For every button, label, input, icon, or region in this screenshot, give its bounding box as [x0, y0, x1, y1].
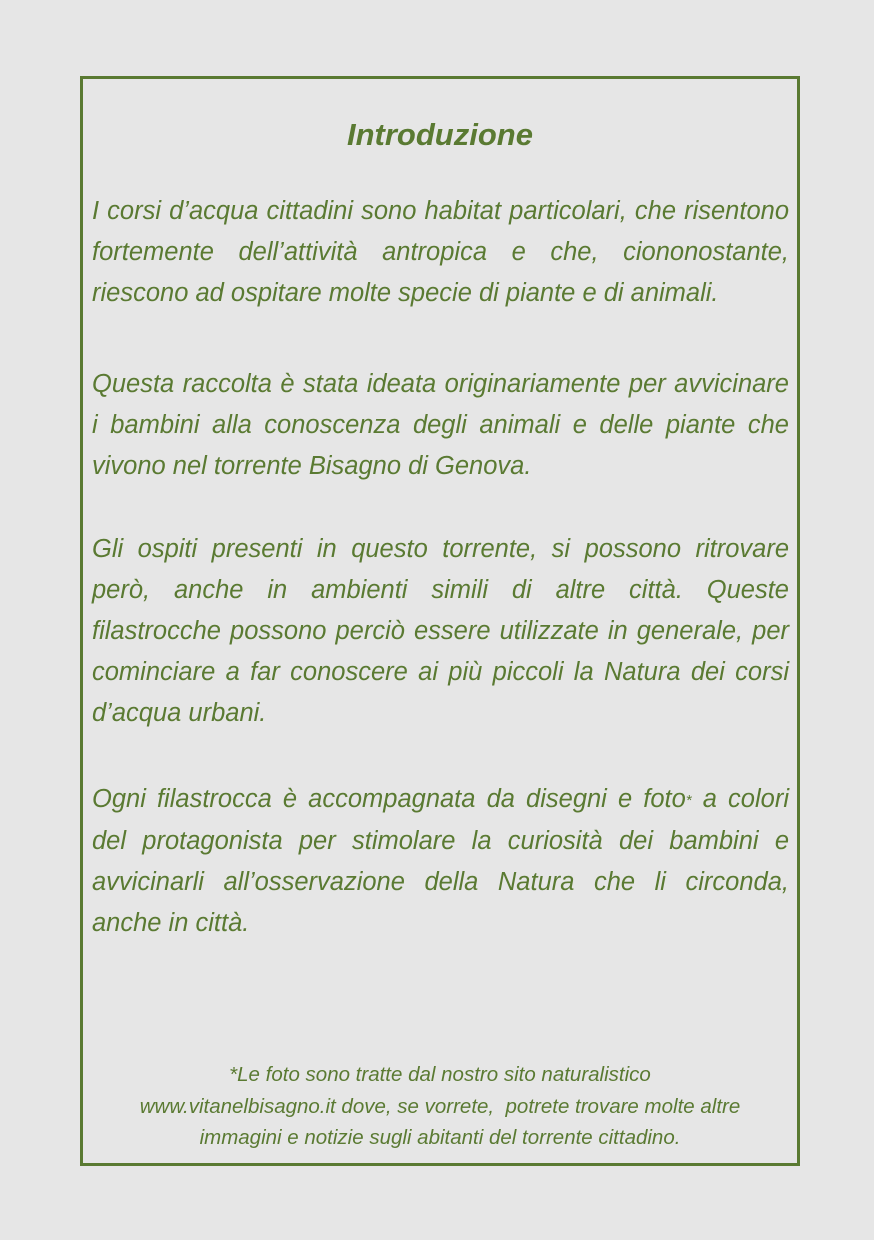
intro-paragraph-3: Gli ospiti presenti in questo torrente, si possono ritrovare però, anche in ambienti simili di altre città. Queste filastrocche possono perciò essere utilizzate in generale, per cominciare a far conoscere ai più piccoli la Natura dei corsi d’acqua urbani. [92, 535, 789, 727]
footnote-line-3: immagini e notizie sugli abitanti del torrente cittadino. [199, 1126, 681, 1149]
footnote-line-1: *Le foto sono tratte dal nostro sito naturalistico [229, 1063, 651, 1086]
intro-paragraph-1: I corsi d’acqua cittadini sono habitat particolari, che risentono fortemente dell’attività antropica e che, ciononostante, riescono ad ospitare molte specie di piante e di animali. [92, 197, 789, 307]
footnote [83, 1059, 797, 1154]
footnote-line-2: www.vitanelbisagno.it dove, se vorrete, potrete trovare molte altre [139, 1094, 741, 1118]
intro-paragraph-2: Questa raccolta è stata ideata originariamente per avvicinare i bambini alla conoscenza degli animali e delle piante che vivono nel torrente Bisagno di Genova. [92, 370, 789, 480]
page-title: Introduzione [347, 117, 533, 152]
paragraph-4-text-end: a colori del protagonista per stimolare la curiosità dei bambini e avvicinarli all’osservazione della Natura che li circonda, anche in città. [92, 785, 789, 937]
paragraph-4-text-start: Ogni filastrocca è accompagnata da disegni e foto [92, 785, 686, 813]
page-frame [80, 76, 800, 1166]
footnote-mark: * [685, 792, 692, 809]
intro-paragraph-4 [92, 779, 789, 944]
